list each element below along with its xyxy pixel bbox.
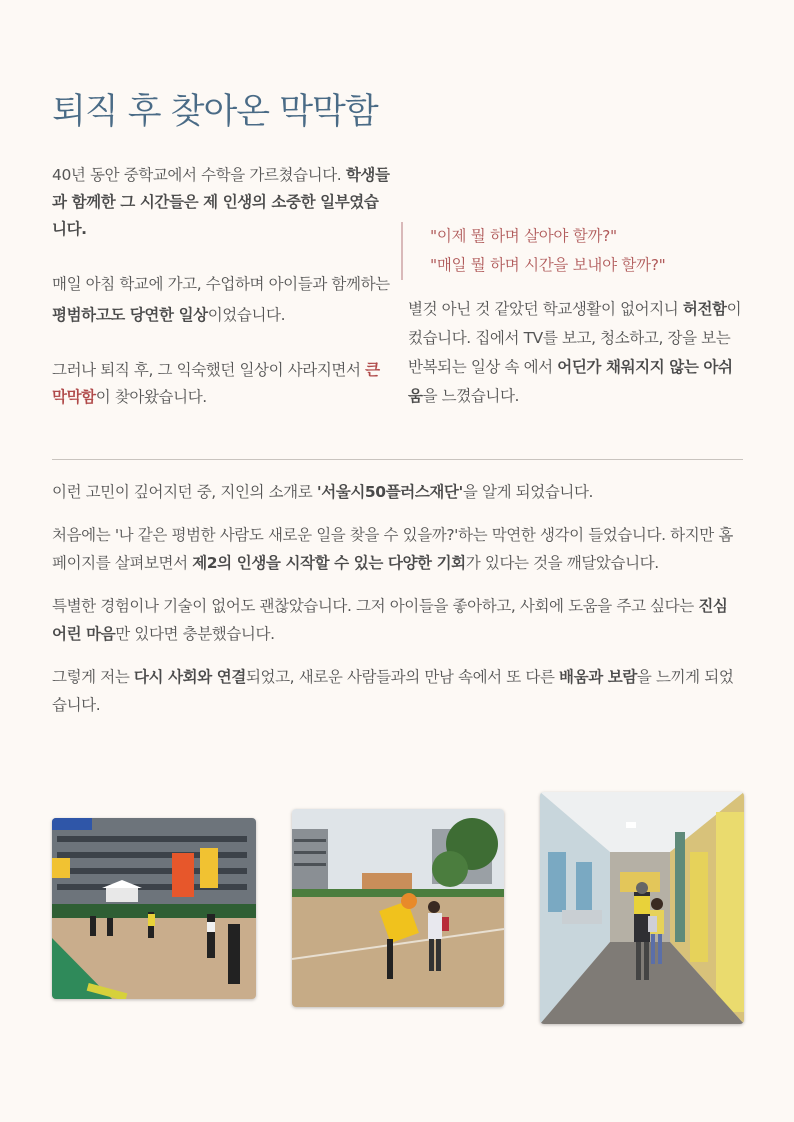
- body-paragraph-4: 그렇게 저는 다시 사회와 연결되었고, 새로운 사람들과의 만남 속에서 또 다른 배움과 보람을 느끼게 되었습니다.: [52, 668, 734, 714]
- intro-paragraph-1: 40년 동안 중학교에서 수학을 가르쳤습니다. 학생들과 함께한 그 시간들은 제 인생의 소중한 일부였습니다.: [52, 166, 390, 238]
- emphasis-text: 제2의 인생을 시작할 수 있는 다양한 기회: [192, 554, 466, 572]
- intro-paragraph-3: 그러나 퇴직 후, 그 익숙했던 일상이 사라지면서 큰 막막함이 찾아왔습니다.: [52, 361, 380, 406]
- quote-bar: [401, 222, 403, 280]
- photo-hallway: [540, 792, 744, 1024]
- quote-line: "이제 뭘 하며 살아야 할까?": [430, 227, 617, 245]
- intro-left-column: [52, 162, 392, 437]
- photo-playground: [292, 809, 504, 1007]
- section-divider: [52, 459, 743, 460]
- body-paragraph-3: 특별한 경험이나 기술이 없어도 괜찮았습니다. 그저 아이들을 좋아하고, 사회에 도움을 주고 싶다는 진심 어린 마음만 있다면 충분했습니다.: [52, 597, 728, 643]
- photo-school-building: [52, 818, 256, 999]
- emphasis-text: 허전함: [682, 300, 727, 318]
- emphasis-text: 다시 사회와 연결: [133, 668, 246, 686]
- quote-line: "매일 뭘 하며 시간을 보내야 할까?": [430, 256, 666, 274]
- pull-quote: [430, 222, 750, 280]
- body-paragraph-1: 이런 고민이 깊어지던 중, 지인의 소개로 '서울시50플러스재단'을 알게 되었습니다.: [52, 483, 594, 501]
- emphasis-text: 진심 어린 마음: [52, 597, 728, 643]
- page-title: 퇴직 후 찾아온 막막함: [52, 92, 378, 132]
- body-paragraph-2: 처음에는 '나 같은 평범한 사람도 새로운 일을 찾을 수 있을까?'하는 막연한 생각이 들었습니다. 하지만 홈페이지를 살펴보면서 제2의 인생을 시작할 수 있는 다양한 기회가 있다는 것을 깨달았습니다.: [52, 526, 733, 572]
- emphasis-text: 평범하고도 당연한 일상: [52, 306, 208, 324]
- emphasis-text: 어딘가 채워지지 않는 아쉬움: [408, 358, 733, 405]
- body-section: [52, 478, 746, 734]
- emphasis-text: '서울시50플러스재단': [316, 483, 463, 501]
- emphasis-text-red: 큰 막막함: [52, 361, 380, 406]
- intro-paragraph-2: 매일 아침 학교에 가고, 수업하며 아이들과 함께하는 평범하고도 당연한 일상이었습니다.: [52, 275, 390, 324]
- emphasis-text: 배움과 보람: [559, 668, 637, 686]
- intro-right-column: 별것 아닌 것 같았던 학교생활이 없어지니 허전함이 컸습니다. 집에서 TV를 보고, 청소하고, 장을 보는 반복되는 일상 속 에서 어딘가 채워지지 않는 아쉬움을 느꼈습니다.: [408, 300, 742, 405]
- emphasis-text: 학생들과 함께한 그 시간들은 제 인생의 소중한 일부였습니다.: [52, 166, 390, 238]
